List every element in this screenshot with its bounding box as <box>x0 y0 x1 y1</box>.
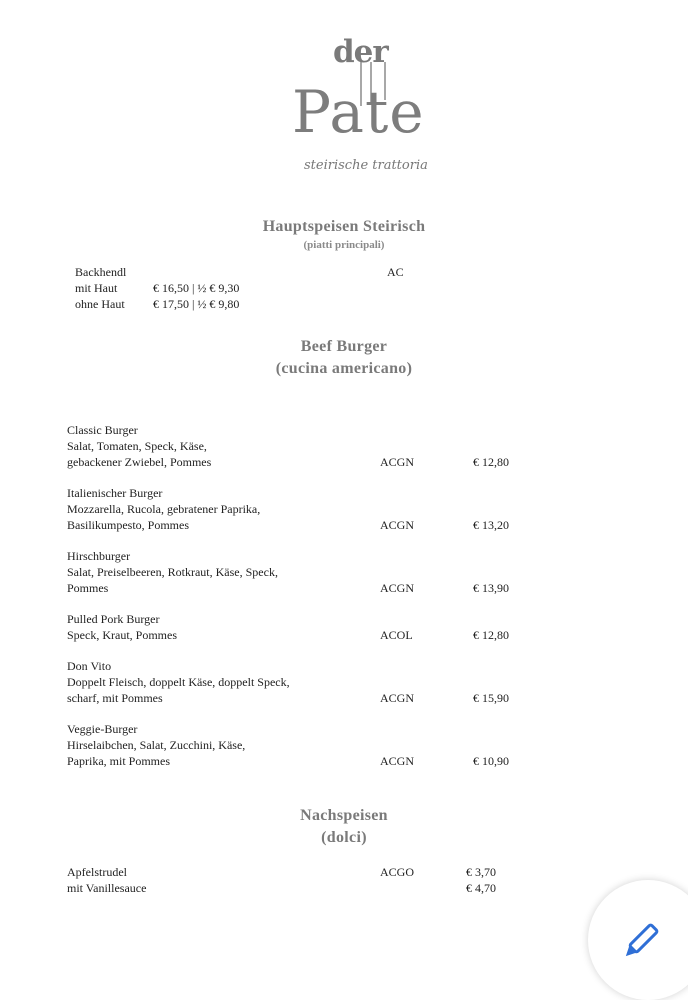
backhendl-option-price: € 17,50 | ½ € 9,80 <box>153 297 240 311</box>
item-description: Basilikumpesto, Pommes <box>67 518 190 532</box>
item-name: Apfelstrudel <box>67 865 127 879</box>
item-price: € 13,20 <box>473 518 509 532</box>
item-description: Pommes <box>67 581 109 595</box>
section-title-nachspeisen: Nachspeisen <box>300 807 388 824</box>
section-subtitle-burger: (cucina americano) <box>275 360 413 377</box>
item-price: € 4,70 <box>466 881 496 895</box>
item-price: € 10,90 <box>473 754 509 768</box>
item-name: Hirschburger <box>67 549 131 563</box>
item-allergens: ACGN <box>380 754 415 768</box>
item-allergens: ACGN <box>380 691 415 705</box>
item-name: Classic Burger <box>67 423 138 437</box>
item-description: gebackener Zwiebel, Pommes <box>67 455 212 469</box>
item-name: Don Vito <box>67 659 112 673</box>
item-description: Hirselaibchen, Salat, Zucchini, Käse, <box>67 738 246 752</box>
item-allergens: ACGN <box>380 518 415 532</box>
edit-button[interactable] <box>588 880 688 1000</box>
logo-pate: Pate <box>292 78 425 146</box>
item-price: € 15,90 <box>473 691 509 705</box>
backhendl-option-price: € 16,50 | ½ € 9,30 <box>153 281 240 295</box>
section-title-burger: Beef Burger <box>300 338 388 355</box>
item-name: Italienischer Burger <box>67 486 163 500</box>
pencil-icon <box>618 920 662 964</box>
section-subtitle-hauptspeisen: (piatti principali) <box>303 239 385 251</box>
item-name: Veggie-Burger <box>67 722 138 736</box>
item-name: Pulled Pork Burger <box>67 612 160 626</box>
item-allergens: ACOL <box>380 628 413 642</box>
section-subtitle-nachspeisen: (dolci) <box>321 829 367 846</box>
backhendl-option-label: mit Haut <box>75 281 118 295</box>
item-price: € 13,90 <box>473 581 509 595</box>
item-allergens: ACGN <box>380 581 415 595</box>
item-name-backhendl: Backhendl <box>75 265 127 279</box>
item-description: mit Vanillesauce <box>67 881 147 895</box>
item-description: Salat, Preiselbeeren, Rotkraut, Käse, Speck, <box>67 565 278 579</box>
section-title-hauptspeisen: Hauptspeisen Steirisch <box>262 218 426 235</box>
item-allergens: ACGO <box>380 865 415 879</box>
item-price: € 3,70 <box>466 865 496 879</box>
item-description: Doppelt Fleisch, doppelt Käse, doppelt Speck, <box>67 675 290 689</box>
item-description: Paprika, mit Pommes <box>67 754 170 768</box>
item-allergens: ACGN <box>380 455 415 469</box>
logo-der: der <box>333 34 388 70</box>
item-description: Mozzarella, Rucola, gebratener Paprika, <box>67 502 261 516</box>
item-description: scharf, mit Pommes <box>67 691 163 705</box>
item-description: Speck, Kraut, Pommes <box>67 628 177 642</box>
item-description: Salat, Tomaten, Speck, Käse, <box>67 439 207 453</box>
item-price: € 12,80 <box>473 628 509 642</box>
backhendl-option-label: ohne Haut <box>75 297 125 311</box>
logo-subtitle: steirische trattoria <box>304 158 428 173</box>
item-allergens-backhendl: AC <box>387 265 404 279</box>
item-price: € 12,80 <box>473 455 509 469</box>
